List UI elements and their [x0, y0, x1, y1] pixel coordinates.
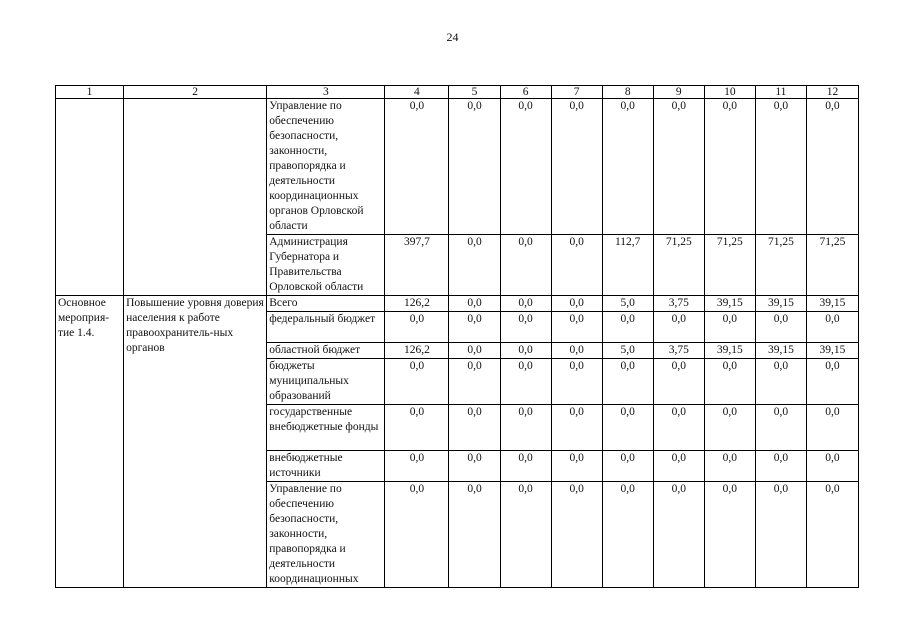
value-cell: 39,15	[755, 343, 806, 359]
budget-table	[55, 85, 859, 588]
value-cell: 0,0	[602, 405, 653, 451]
value-cell: 39,15	[704, 343, 755, 359]
column-header: 12	[806, 86, 858, 99]
value-cell: 0,0	[653, 451, 704, 482]
value-cell: 0,0	[602, 99, 653, 235]
value-cell: 0,0	[755, 451, 806, 482]
value-cell: 0,0	[704, 405, 755, 451]
value-cell: 0,0	[500, 99, 551, 235]
source-cell: федеральный бюджет	[267, 312, 385, 343]
value-cell: 0,0	[500, 343, 551, 359]
value-cell: 0,0	[500, 312, 551, 343]
value-cell: 0,0	[385, 405, 449, 451]
value-cell: 0,0	[551, 482, 602, 588]
source-cell: областной бюджет	[267, 343, 385, 359]
header-row	[56, 86, 859, 99]
value-cell: 5,0	[602, 296, 653, 312]
value-cell: 0,0	[602, 451, 653, 482]
value-cell: 0,0	[806, 99, 858, 235]
value-cell: 3,75	[653, 296, 704, 312]
value-cell: 71,25	[653, 235, 704, 296]
value-cell: 0,0	[500, 235, 551, 296]
column-header: 8	[602, 86, 653, 99]
value-cell: 0,0	[551, 312, 602, 343]
column-header: 11	[755, 86, 806, 99]
value-cell: 0,0	[500, 482, 551, 588]
column-header: 3	[267, 86, 385, 99]
value-cell: 0,0	[449, 405, 500, 451]
value-cell: 0,0	[385, 99, 449, 235]
value-cell: 0,0	[806, 451, 858, 482]
value-cell: 126,2	[385, 343, 449, 359]
column-header: 10	[704, 86, 755, 99]
value-cell: 0,0	[449, 482, 500, 588]
value-cell: 397,7	[385, 235, 449, 296]
value-cell: 39,15	[806, 343, 858, 359]
column-header: 1	[56, 86, 124, 99]
value-cell: 0,0	[449, 99, 500, 235]
value-cell: 0,0	[385, 482, 449, 588]
table-row	[56, 296, 859, 312]
value-cell: 0,0	[551, 343, 602, 359]
value-cell: 0,0	[704, 451, 755, 482]
value-cell: 39,15	[755, 296, 806, 312]
value-cell: 0,0	[602, 359, 653, 405]
source-cell: Всего	[267, 296, 385, 312]
value-cell: 112,7	[602, 235, 653, 296]
value-cell: 0,0	[704, 482, 755, 588]
value-cell: 0,0	[602, 482, 653, 588]
source-cell: Администрация Губернатора и Правительства Орловской области	[267, 235, 385, 296]
value-cell: 3,75	[653, 343, 704, 359]
source-cell: Управление по обеспечению безопасности, законности, правопорядка и деятельности координационных	[267, 482, 385, 588]
value-cell: 0,0	[500, 296, 551, 312]
value-cell: 0,0	[806, 359, 858, 405]
value-cell: 0,0	[385, 359, 449, 405]
page-number: 24	[446, 30, 459, 44]
value-cell: 0,0	[653, 359, 704, 405]
value-cell: 5,0	[602, 343, 653, 359]
value-cell: 0,0	[385, 451, 449, 482]
value-cell: 39,15	[704, 296, 755, 312]
value-cell: 0,0	[704, 99, 755, 235]
value-cell: 0,0	[449, 235, 500, 296]
value-cell: 0,0	[704, 359, 755, 405]
value-cell: 0,0	[755, 405, 806, 451]
value-cell: 71,25	[704, 235, 755, 296]
value-cell: 0,0	[755, 359, 806, 405]
value-cell: 0,0	[806, 312, 858, 343]
value-cell: 0,0	[806, 482, 858, 588]
empty-cell	[56, 99, 124, 296]
value-cell: 126,2	[385, 296, 449, 312]
source-cell: бюджеты муниципальных образований	[267, 359, 385, 405]
value-cell: 0,0	[449, 451, 500, 482]
value-cell: 0,0	[500, 405, 551, 451]
value-cell: 0,0	[806, 405, 858, 451]
column-header: 9	[653, 86, 704, 99]
value-cell: 39,15	[806, 296, 858, 312]
value-cell: 0,0	[755, 99, 806, 235]
value-cell: 0,0	[653, 99, 704, 235]
column-header: 4	[385, 86, 449, 99]
value-cell: 0,0	[602, 312, 653, 343]
value-cell: 0,0	[449, 343, 500, 359]
value-cell: 71,25	[806, 235, 858, 296]
value-cell: 0,0	[551, 235, 602, 296]
value-cell: 0,0	[653, 312, 704, 343]
value-cell: 0,0	[551, 451, 602, 482]
source-cell: внебюджетные источники	[267, 451, 385, 482]
column-header: 7	[551, 86, 602, 99]
measure-label: Основное мероприя-тие 1.4.	[56, 296, 124, 588]
value-cell: 0,0	[551, 296, 602, 312]
empty-cell	[124, 99, 267, 296]
value-cell: 0,0	[385, 312, 449, 343]
value-cell: 0,0	[551, 405, 602, 451]
source-cell: государственные внебюджетные фонды	[267, 405, 385, 451]
table-row	[56, 99, 859, 235]
value-cell: 0,0	[551, 359, 602, 405]
value-cell: 0,0	[500, 359, 551, 405]
value-cell: 0,0	[551, 99, 602, 235]
value-cell: 0,0	[449, 359, 500, 405]
value-cell: 71,25	[755, 235, 806, 296]
column-header: 6	[500, 86, 551, 99]
source-cell: Управление по обеспечению безопасности, законности, правопорядка и деятельности координационных органов Орловской области	[267, 99, 385, 235]
measure-name: Повышение уровня доверия населения к работе правоохранитель-ных органов	[124, 296, 267, 588]
value-cell: 0,0	[449, 312, 500, 343]
column-header: 2	[124, 86, 267, 99]
value-cell: 0,0	[755, 312, 806, 343]
value-cell: 0,0	[500, 451, 551, 482]
value-cell: 0,0	[653, 482, 704, 588]
value-cell: 0,0	[449, 296, 500, 312]
value-cell: 0,0	[704, 312, 755, 343]
value-cell: 0,0	[755, 482, 806, 588]
value-cell: 0,0	[653, 405, 704, 451]
column-header: 5	[449, 86, 500, 99]
